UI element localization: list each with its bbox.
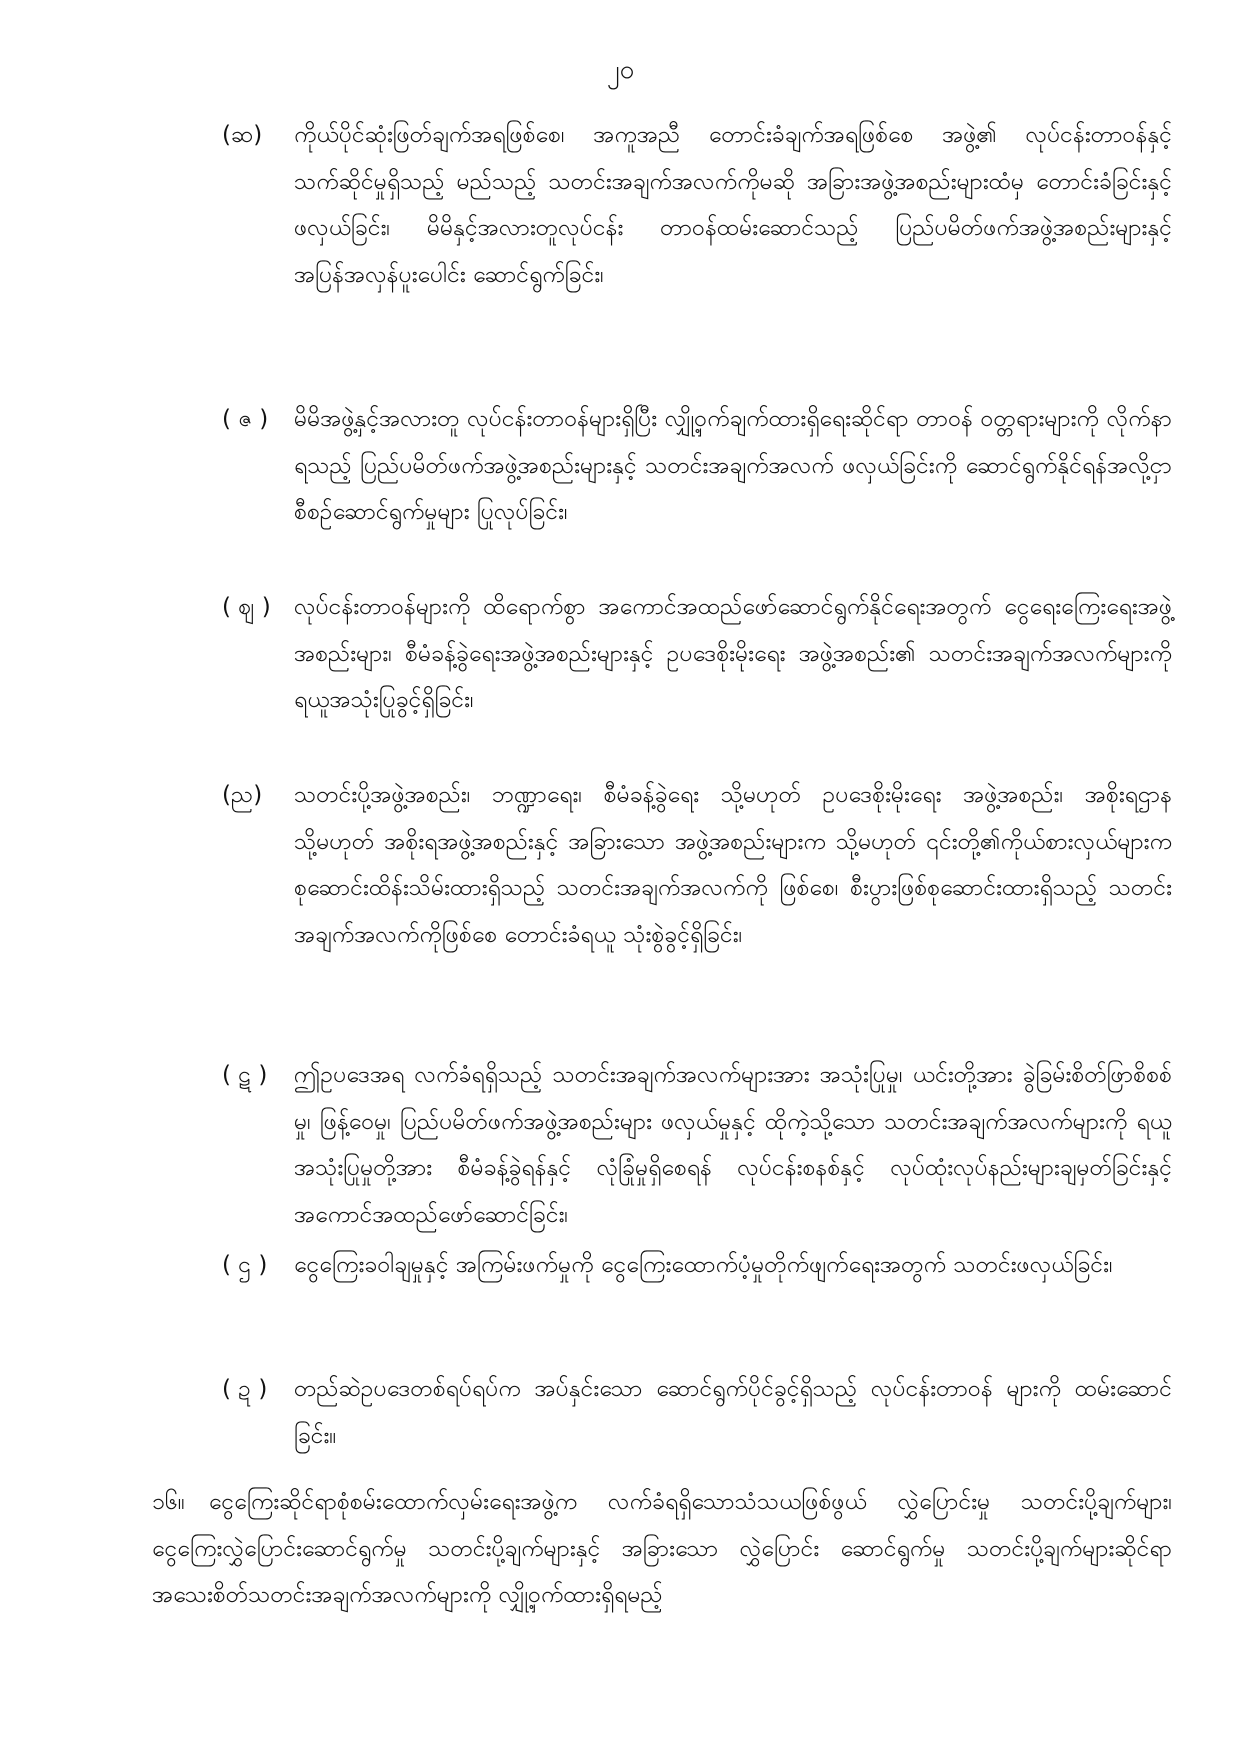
clause-zha [222,584,1172,724]
section-text: ငွေကြေးဆိုင်ရာစုံစမ်းထောက်လှမ်းရေးအဖွဲ့က လက်ခံရရှိသောသံသယဖြစ်ဖွယ် လွှဲပြောင်းမှု သတင်းပို့ချက်များ၊ ငွေကြေးလွှဲပြောင်းဆောင်ရွက်မှု သတင်းပို့ချက်များနှင့် အခြားသော လွှဲပြောင်း ဆောင်ရွက်မှု သတင်းပို့ချက်များဆိုင်ရာ အသေးစိတ်သတင်းအချက်အလက်များကို လျှို့ဝှက်ထားရှိရမည့် [152,1489,1172,1608]
clause-text: မိမိအဖွဲ့နှင့်အလားတူ လုပ်ငန်းတာဝန်များရှိပြီး လျှို့ဝှက်ချက်ထားရှိရေးဆိုင်ရာ တာဝန် ဝတ္တရားများကို လိုက်နာရသည့် ပြည်ပမိတ်ဖက်အဖွဲ့အစည်းများနှင့် သတင်းအချက်အလက် ဖလှယ်ခြင်းကို ဆောင်ရွက်နိုင်ရန်အလို့ငှာ စီစဉ်ဆောင်ရွက်မှုများ ပြုလုပ်ခြင်း၊ [294,406,1172,525]
clause-label: ( ဇ ) [222,406,269,432]
clause-text: လုပ်ငန်းတာဝန်များကို ထိရောက်စွာ အကောင်အထည်ဖော်ဆောင်ရွက်နိုင်ရေးအတွက် ငွေရေးကြေးရေးအဖွဲ့အစည်းများ၊ စီမံခန့်ခွဲရေးအဖွဲ့အစည်းများနှင့် ဥပဒေစိုးမိုးရေး အဖွဲ့အစည်း၏ သတင်းအချက်အလက်များကို ရယူအသုံးပြုခွင့်ရှိခြင်း၊ [294,594,1172,713]
section-number: ၁၆။ [152,1489,185,1515]
clause-label: ( ဌ ) [222,1252,268,1278]
clause-label: ( ဈ ) [222,594,271,620]
clause-label: (ဆ) [222,122,263,148]
clause-label: ( ဋ ) [222,1062,268,1088]
clause-label: ( ဍ ) [222,1376,268,1402]
clause-label: (ည) [222,782,263,808]
page-number: ၂၀ [606,55,635,85]
clause-text: သတင်းပို့အဖွဲ့အစည်း၊ ဘဏ္ဍာရေး၊ စီမံခန့်ခွဲရေး သို့မဟုတ် ဥပဒေစိုးမိုးရေး အဖွဲ့အစည်း၊ အစိုးရဌာန သို့မဟုတ် အစိုးရအဖွဲ့အစည်းနှင့် အခြားသော အဖွဲ့အစည်းများက သို့မဟုတ် ၎င်းတို့၏ကိုယ်စားလှယ်များက စုဆောင်းထိန်းသိမ်းထားရှိသည့် သတင်းအချက်အလက်ကို ဖြစ်စေ၊ စီးပွားဖြစ်စုဆောင်းထားရှိသည့် သတင်းအချက်အလက်ကိုဖြစ်စေ တောင်းခံရယူ သုံးစွဲခွင့်ရှိခြင်း၊ [294,782,1172,948]
section-16 [152,1479,1172,1619]
clause-text: တည်ဆဲဥပဒေတစ်ရပ်ရပ်က အပ်နှင်းသော ဆောင်ရွက်ပိုင်ခွင့်ရှိသည့် လုပ်ငန်းတာဝန် များကို ထမ်းဆောင်ခြင်း။ [294,1376,1172,1449]
clause-za [222,396,1172,536]
clause-text: ကိုယ်ပိုင်ဆုံးဖြတ်ချက်အရဖြစ်စေ၊ အကူအညီ တောင်းခံချက်အရဖြစ်စေ အဖွဲ့၏ လုပ်ငန်းတာဝန်နှင့် သက်ဆိုင်မှုရှိသည့် မည်သည့် သတင်းအချက်အလက်ကိုမဆို အခြားအဖွဲ့အစည်းများထံမှ တောင်းခံခြင်းနှင့်ဖလှယ်ခြင်း၊ မိမိနှင့်အလားတူလုပ်ငန်း တာဝန်ထမ်းဆောင်သည့် ပြည်ပမိတ်ဖက်အဖွဲ့အစည်းများနှင့် အပြန်အလှန်ပူးပေါင်း ဆောင်ရွက်ခြင်း၊ [294,122,1172,288]
clause-text: ငွေကြေးခဝါချမှုနှင့် အကြမ်းဖက်မှုကို ငွေကြေးထောက်ပံ့မှုတိုက်ဖျက်ရေးအတွက် သတင်းဖလှယ်ခြင်း၊ [294,1252,1113,1278]
clause-sa [222,112,1172,298]
clause-nya [222,772,1172,958]
clause-ttha [222,1242,1172,1289]
clause-dda [222,1366,1172,1459]
clause-tta [222,1052,1172,1238]
clause-text: ဤဥပဒေအရ လက်ခံရရှိသည့် သတင်းအချက်အလက်များအား အသုံးပြုမှု၊ ယင်းတို့အား ခွဲခြမ်းစိတ်ဖြာစိစစ်မှု၊ ဖြန့်ဝေမှု၊ ပြည်ပမိတ်ဖက်အဖွဲ့အစည်းများ ဖလှယ်မှုနှင့် ထိုကဲ့သို့သော သတင်းအချက်အလက်များကို ရယူအသုံးပြုမှုတို့အား စီမံခန့်ခွဲရန်နှင့် လုံခြုံမှုရှိစေရန် လုပ်ငန်းစနစ်နှင့် လုပ်ထုံးလုပ်နည်းများချမှတ်ခြင်းနှင့် အကောင်အထည်ဖော်ဆောင်ခြင်း၊ [294,1062,1172,1228]
